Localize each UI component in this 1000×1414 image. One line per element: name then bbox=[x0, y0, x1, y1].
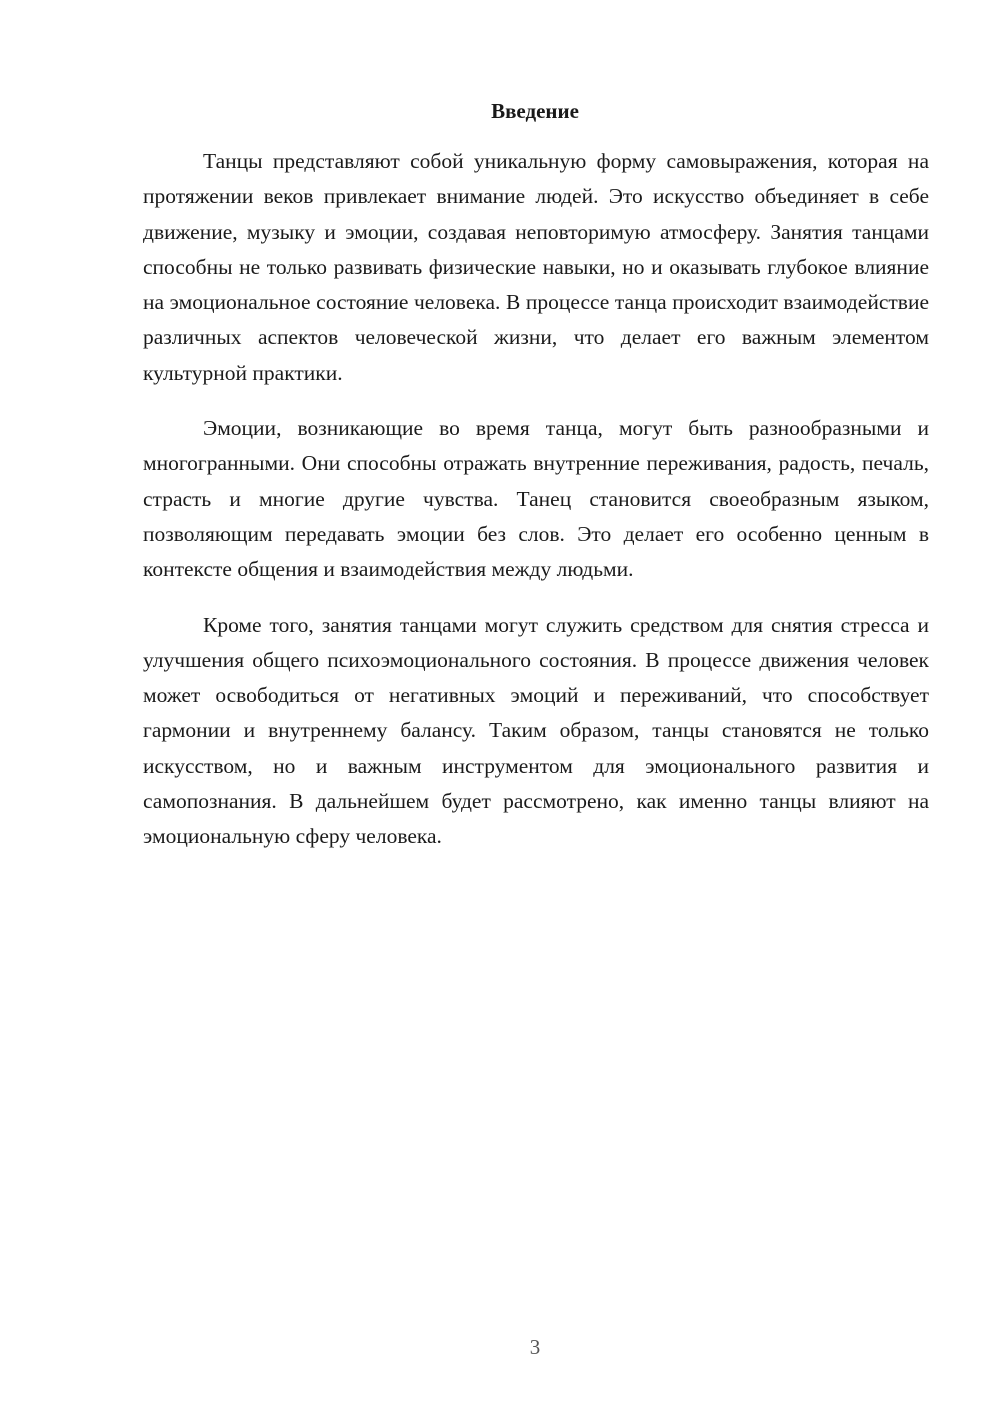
paragraph: Танцы представляют собой уникальную форму самовыражения, которая на протяжении веков привлекает внимание людей. Это искусство объединяет в себе движение, музыку и эмоции, создавая неповторимую атмосферу. Занятия танцами способны не только развивать физические навыки, но и оказывать глубокое влияние на эмоциональное состояние человека. В процессе танца происходит взаимодействие различных аспектов человеческой жизни, что делает его важным элементом культурной практики. bbox=[143, 149, 929, 385]
body-text bbox=[143, 144, 929, 875]
paragraph: Кроме того, занятия танцами могут служить средством для снятия стресса и улучшения общего психоэмоционального состояния. В процессе движения человек может освободиться от негативных эмоций и переживаний, что способствует гармонии и внутреннему балансу. Таким образом, танцы становятся не только искусством, но и важным инструментом для эмоционального развития и самопознания. В дальнейшем будет рассмотрено, как именно танцы влияют на эмоциональную сферу человека. bbox=[143, 612, 929, 849]
paragraph: Эмоции, возникающие во время танца, могут быть разнообразными и многогранными. Они способны отражать внутренние переживания, радость, печаль, страсть и многие другие чувства. Танец становится своеобразным языком, позволяющим передавать эмоции без слов. Это делает его особенно ценным в контексте общения и взаимодействия между людьми. bbox=[143, 416, 929, 582]
page-number: 3 bbox=[529, 1335, 541, 1359]
section-heading: Введение bbox=[491, 99, 579, 123]
